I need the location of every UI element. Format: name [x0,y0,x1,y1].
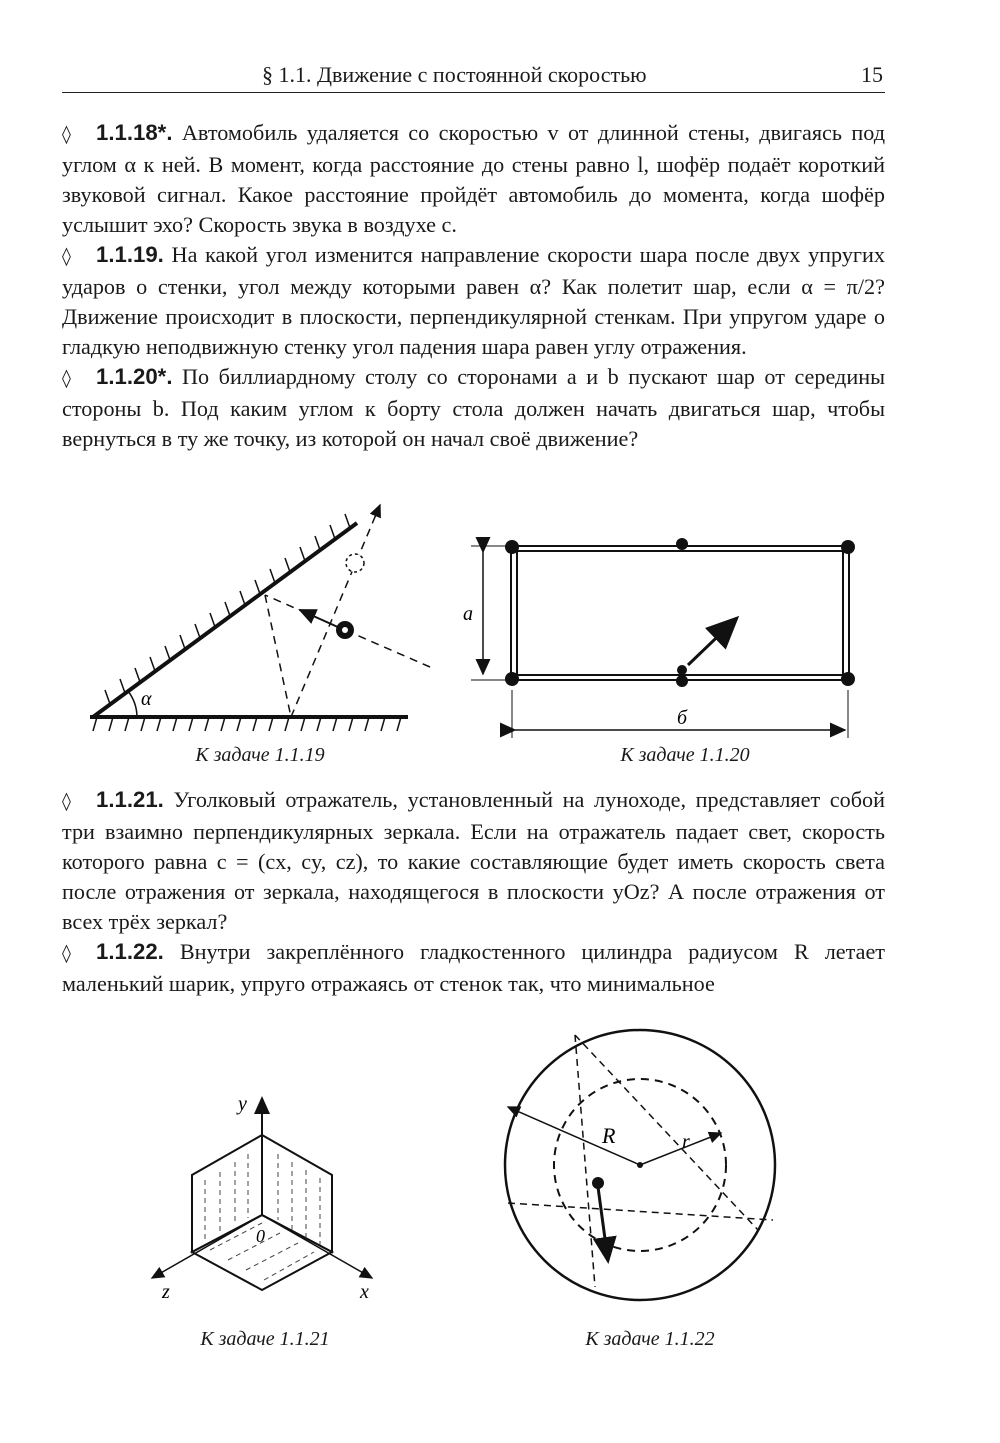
running-header [62,62,885,93]
problem-1-1-20 [62,362,885,454]
problem-number: 1.1.21. [96,787,164,812]
angle-arc [128,691,137,717]
diamond-marker: ◊ [62,943,71,964]
label-x: x [360,1281,369,1303]
inclined-wall [93,523,357,717]
figure-1-1-21 [140,1090,390,1310]
problem-text: Внутри закреплённого гладкостенного цилиндра радиусом R летает маленький шарик, упруго отражаясь от стенок так, что минимальное [62,939,885,996]
figure-1-1-22 [490,1015,790,1315]
problem-text: По биллиардному столу со сторонами a и b пускают шар от середины стороны b. Под каким углом к борту стола должен начать двигаться шар, чтобы вернуться в ту же точку, из которой он начал своё движение? [62,364,886,451]
table-outer [511,546,849,680]
origin-label: 0 [256,1226,265,1246]
ball-path [265,505,430,717]
figure-1-1-20 [455,530,875,745]
caption-1-1-22: К задаче 1.1.22 [585,1328,715,1350]
diamond-marker: ◊ [62,368,71,389]
table-inner [517,551,843,675]
ball-trajectory [508,1035,773,1287]
caption-1-1-21: К задаче 1.1.21 [200,1328,330,1350]
label-b: б [677,707,688,729]
diamond-marker: ◊ [62,246,71,267]
floor-hatching [93,717,401,731]
caption-1-1-19: К задаче 1.1.19 [195,744,325,766]
page-number: 15 [861,62,883,87]
angle-label: α [141,688,152,710]
problems-top [62,118,885,454]
problem-number: 1.1.22. [96,939,164,964]
diamond-marker: ◊ [62,124,71,145]
label-y: y [238,1093,247,1115]
diamond-marker: ◊ [62,791,71,812]
ball-highlight [342,627,348,633]
path-arrowhead [375,505,380,517]
ball-future-position [346,554,364,572]
label-a: a [463,603,473,625]
table-pockets [505,538,855,687]
radius-r [640,1133,721,1165]
label-R: R [602,1123,616,1148]
radius-R [508,1107,640,1165]
velocity-arrow [688,618,737,665]
problem-text: Уголковый отражатель, установленный на луноходе, представляет собой три взаимно перпендикулярных зеркала. Если на отражатель падает свет, скорость которого равна c = (cx, cy, cz), то какие составляющие будет иметь скорость света после отражения от зеркала, находящегося в плоскости yOz? А после отражения от всех трёх зеркал? [62,787,886,934]
problems-bottom [62,785,885,999]
figure-1-1-19 [75,495,445,745]
problem-text: Автомобиль удаляется со скоростью v от длинной стены, двигаясь под углом α к ней. В момент, когда расстояние до стены равно l, шофёр подаёт короткий звуковой сигнал. Какое расстояние пройдёт автомобиль до момента, когда шофёр услышит эхо? Скорость звука в воздухе c. [62,120,885,237]
problem-number: 1.1.20*. [96,364,173,389]
problem-text: На какой угол изменится направление скорости шара после двух упругих ударов о стенки, угол между которыми равен α? Как полетит шар, если α = π/2? Движение происходит в плоскости, перпендикулярной стенкам. При упругом ударе о гладкую неподвижную стенку угол падения шара равен углу отражения. [62,242,885,359]
problem-1-1-22 [62,937,885,999]
incline-hatching [105,514,350,704]
caption-1-1-20: К задаче 1.1.20 [620,744,750,766]
label-r: r [682,1131,690,1153]
ball [677,665,687,675]
label-z: z [162,1281,170,1303]
problem-1-1-21 [62,785,885,937]
problem-number: 1.1.18*. [96,120,173,145]
velocity-arrow [598,1187,608,1261]
section-title: § 1.1. Движение с постоянной скоростью [262,62,647,87]
center-point [637,1162,643,1168]
problem-1-1-19 [62,240,885,362]
problem-number: 1.1.19. [96,242,164,267]
problem-1-1-18 [62,118,885,240]
